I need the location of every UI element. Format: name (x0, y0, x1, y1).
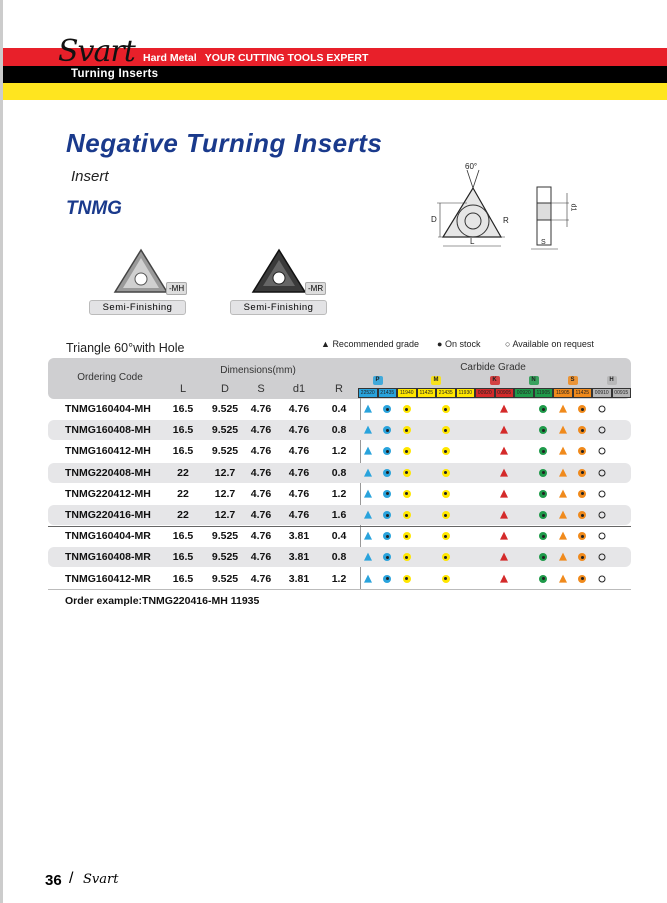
recommended-grade-triangle-icon (559, 532, 567, 540)
on-stock-dot-icon (383, 426, 391, 434)
on-stock-dot-icon (442, 490, 450, 498)
available-on-request-circle-icon (598, 469, 605, 476)
row-r: 1.2 (331, 572, 347, 585)
on-stock-dot-icon (383, 553, 391, 561)
row-s: 4.76 (250, 466, 272, 479)
recommended-grade-triangle-icon (500, 426, 508, 434)
row-ordering-code: TNMG160408-MR (65, 551, 151, 564)
brand-logo: Svart (58, 34, 135, 69)
row-r: 0.4 (331, 403, 347, 415)
recommended-grade-triangle-icon (559, 468, 567, 476)
page-title: Negative Turning Inserts (66, 128, 383, 158)
recommended-grade-triangle-icon (364, 405, 372, 413)
slogan: YOUR CUTTING TOOLS EXPERT (204, 52, 369, 64)
row-r: 0.4 (331, 530, 347, 543)
legend-request-label: Available on request (512, 339, 594, 349)
application-label-mh: Semi-Finishing (89, 300, 186, 315)
application-label-mr: Semi-Finishing (230, 300, 327, 315)
recommended-grade-triangle-icon (559, 426, 567, 434)
dimension-label-d: D (431, 215, 437, 224)
ordering-code-header: Ordering Code (77, 372, 143, 383)
on-stock-dot-icon (383, 490, 391, 498)
row-l: 16.5 (172, 403, 194, 415)
on-stock-dot-icon (403, 490, 411, 498)
dimension-label-r: R (503, 216, 509, 225)
triangle-icon: ▲ (321, 339, 330, 349)
available-on-request-circle-icon (598, 427, 605, 434)
row-ordering-code: TNMG160408-MH (65, 424, 151, 437)
dimensions-header: Dimensions(mm) (220, 365, 296, 376)
on-stock-dot-icon (539, 469, 547, 477)
recommended-grade-triangle-icon (559, 574, 567, 582)
recommended-grade-triangle-icon (364, 511, 372, 519)
on-stock-dot-icon (383, 532, 391, 540)
recommended-grade-triangle-icon (500, 405, 508, 413)
on-stock-dot-icon (442, 405, 450, 413)
legend-stock (437, 339, 480, 349)
recommended-grade-triangle-icon (500, 511, 508, 519)
on-stock-dot-icon (403, 575, 411, 583)
on-stock-dot-icon (539, 511, 547, 519)
circle-icon: ○ (505, 339, 511, 349)
row-s: 4.76 (250, 572, 272, 585)
table-bottom-line (48, 589, 631, 590)
recommended-grade-triangle-icon (559, 447, 567, 455)
row-d: 9.525 (211, 403, 239, 415)
on-stock-dot-icon (539, 553, 547, 561)
recommended-grade-triangle-icon (559, 553, 567, 561)
on-stock-dot-icon (578, 553, 586, 561)
row-d: 9.525 (211, 530, 239, 543)
row-l: 16.5 (172, 445, 194, 458)
shape-title: Triangle 60°with Hole (66, 341, 185, 355)
on-stock-dot-icon (403, 553, 411, 561)
row-ordering-code: TNMG160412-MR (65, 572, 151, 585)
grade-M-11425: 11425 (417, 388, 437, 398)
recommended-grade-triangle-icon (559, 511, 567, 519)
on-stock-dot-icon (578, 532, 586, 540)
row-d1: 4.76 (288, 487, 310, 500)
row-s: 4.76 (250, 509, 272, 521)
on-stock-dot-icon (383, 469, 391, 477)
grade-N-00920: 00920 (514, 388, 534, 398)
available-on-request-circle-icon (598, 448, 605, 455)
row-r: 1.6 (331, 509, 347, 521)
on-stock-dot-icon (578, 575, 586, 583)
row-ordering-code: TNMG160412-MH (65, 445, 151, 458)
on-stock-dot-icon (539, 532, 547, 540)
row-r: 1.2 (331, 487, 347, 500)
available-on-request-circle-icon (598, 512, 605, 519)
legend-stock-label: On stock (444, 339, 481, 349)
grade-K-00920: 00920 (475, 388, 495, 398)
grade-S-11905: 11905 (553, 388, 573, 398)
legend-recommended (321, 339, 419, 349)
footer-separator: / (69, 870, 74, 887)
dim-col-header-d1: d1 (292, 383, 306, 395)
on-stock-dot-icon (442, 575, 450, 583)
iso-badge-K: K (490, 376, 500, 385)
on-stock-dot-icon (539, 575, 547, 583)
row-r: 0.8 (331, 424, 347, 437)
available-on-request-circle-icon (598, 406, 605, 413)
grade-H-00910: 00910 (592, 388, 612, 398)
on-stock-dot-icon (383, 511, 391, 519)
recommended-grade-triangle-icon (364, 426, 372, 434)
on-stock-dot-icon (403, 532, 411, 540)
dim-col-header-S: S (257, 383, 265, 395)
tnmg-dimension-diagram (423, 160, 593, 255)
row-d: 12.7 (214, 509, 236, 521)
on-stock-dot-icon (442, 447, 450, 455)
available-on-request-circle-icon (598, 575, 605, 582)
mr-insert-image (251, 248, 307, 294)
row-l: 16.5 (172, 551, 194, 564)
row-d: 9.525 (211, 572, 239, 585)
on-stock-dot-icon (539, 426, 547, 434)
row-ordering-code: TNMG160404-MR (65, 530, 151, 543)
row-s: 4.76 (250, 551, 272, 564)
on-stock-dot-icon (403, 405, 411, 413)
row-l: 22 (177, 509, 189, 521)
dim-col-header-L: L (179, 383, 187, 395)
on-stock-dot-icon (578, 490, 586, 498)
row-d: 9.525 (211, 445, 239, 458)
grade-K-00905: 00905 (495, 388, 515, 398)
iso-badge-N: N (529, 376, 539, 385)
dim-col-header-D: D (221, 383, 229, 395)
dim-col-header-R: R (335, 383, 343, 395)
row-l: 22 (177, 466, 189, 479)
recommended-grade-triangle-icon (364, 447, 372, 455)
page-subtitle: Insert (71, 168, 109, 185)
recommended-grade-triangle-icon (364, 489, 372, 497)
row-r: 1.2 (331, 445, 347, 458)
legend-request (505, 339, 594, 349)
iso-badge-H: H (607, 376, 617, 385)
iso-badge-S: S (568, 376, 578, 385)
group-separator-line (48, 526, 631, 527)
row-d: 9.525 (211, 424, 239, 437)
row-l: 16.5 (172, 424, 194, 437)
recommended-grade-triangle-icon (500, 574, 508, 582)
row-d1: 3.81 (288, 572, 310, 585)
on-stock-dot-icon (578, 511, 586, 519)
row-s: 4.76 (250, 487, 272, 500)
on-stock-dot-icon (442, 553, 450, 561)
recommended-grade-triangle-icon (500, 553, 508, 561)
on-stock-dot-icon (442, 532, 450, 540)
dimension-label-d1: d1 (569, 203, 577, 212)
row-ordering-code: TNMG160404-MH (65, 403, 151, 415)
available-on-request-circle-icon (598, 533, 605, 540)
on-stock-dot-icon (539, 405, 547, 413)
chipbreaker-mr: -MR (305, 282, 326, 295)
grade-P-21435: 21435 (378, 388, 398, 398)
on-stock-dot-icon (442, 426, 450, 434)
on-stock-dot-icon (383, 575, 391, 583)
grade-M-21435: 21435 (436, 388, 456, 398)
on-stock-dot-icon (442, 469, 450, 477)
row-r: 0.8 (331, 551, 347, 564)
row-s: 4.76 (250, 403, 272, 415)
tagline (143, 52, 368, 64)
row-s: 4.76 (250, 424, 272, 437)
row-l: 22 (177, 487, 189, 500)
grade-H-00915: 00915 (612, 388, 632, 398)
recommended-grade-triangle-icon (500, 489, 508, 497)
grade-S-11425: 11425 (573, 388, 593, 398)
iso-badge-P: P (373, 376, 383, 385)
available-on-request-circle-icon (598, 554, 605, 561)
on-stock-dot-icon (578, 469, 586, 477)
chipbreaker-mh: -MH (166, 282, 187, 295)
row-d: 12.7 (214, 466, 236, 479)
page-number: 36 (45, 872, 62, 889)
row-l: 16.5 (172, 530, 194, 543)
row-ordering-code: TNMG220416-MH (65, 509, 151, 521)
on-stock-dot-icon (578, 426, 586, 434)
grade-N-11905: 11905 (534, 388, 554, 398)
on-stock-dot-icon (403, 511, 411, 519)
on-stock-dot-icon (403, 447, 411, 455)
on-stock-dot-icon (383, 447, 391, 455)
row-ordering-code: TNMG220408-MH (65, 466, 151, 479)
recommended-grade-triangle-icon (364, 468, 372, 476)
available-on-request-circle-icon (598, 490, 605, 497)
on-stock-dot-icon (442, 511, 450, 519)
on-stock-dot-icon (403, 426, 411, 434)
recommended-grade-triangle-icon (559, 489, 567, 497)
on-stock-dot-icon (539, 447, 547, 455)
grade-P-22520: 22520 (358, 388, 378, 398)
row-d1: 4.76 (288, 445, 310, 458)
row-r: 0.8 (331, 466, 347, 479)
row-s: 4.76 (250, 445, 272, 458)
row-ordering-code: TNMG220412-MH (65, 487, 151, 500)
mh-insert-image (113, 248, 169, 294)
row-l: 16.5 (172, 572, 194, 585)
recommended-grade-triangle-icon (500, 447, 508, 455)
angle-label: 60° (465, 162, 478, 171)
on-stock-dot-icon (578, 405, 586, 413)
recommended-grade-triangle-icon (559, 405, 567, 413)
section-title: Turning Inserts (71, 68, 159, 80)
order-example: Order example:TNMG220416-MH 11935 (65, 595, 260, 607)
on-stock-dot-icon (403, 469, 411, 477)
footer-brand: Svart (83, 872, 119, 887)
row-d1: 4.76 (288, 424, 310, 437)
row-s: 4.76 (250, 530, 272, 543)
on-stock-dot-icon (539, 490, 547, 498)
grade-M-11940: 11940 (397, 388, 417, 398)
row-d1: 4.76 (288, 403, 310, 415)
dimension-label-s: S (541, 239, 546, 246)
row-d1: 4.76 (288, 509, 310, 521)
recommended-grade-triangle-icon (500, 532, 508, 540)
on-stock-dot-icon (383, 405, 391, 413)
recommended-grade-triangle-icon (364, 553, 372, 561)
header-yellow-band (3, 83, 667, 100)
recommended-grade-triangle-icon (364, 532, 372, 540)
brand-line: Hard Metal (143, 52, 197, 64)
grade-M-11930: 11930 (456, 388, 476, 398)
carbide-grade-header: Carbide Grade (460, 362, 526, 373)
recommended-grade-triangle-icon (364, 574, 372, 582)
dimension-label-l: L (470, 237, 475, 246)
row-d1: 3.81 (288, 530, 310, 543)
dot-icon: ● (437, 339, 443, 349)
iso-badge-M: M (431, 376, 441, 385)
row-d: 12.7 (214, 487, 236, 500)
row-d1: 4.76 (288, 466, 310, 479)
legend-recommended-label: Recommended grade (332, 339, 419, 349)
recommended-grade-triangle-icon (500, 468, 508, 476)
insert-code-title: TNMG (66, 198, 122, 219)
row-d: 9.525 (211, 551, 239, 564)
on-stock-dot-icon (578, 447, 586, 455)
row-d1: 3.81 (288, 551, 310, 564)
